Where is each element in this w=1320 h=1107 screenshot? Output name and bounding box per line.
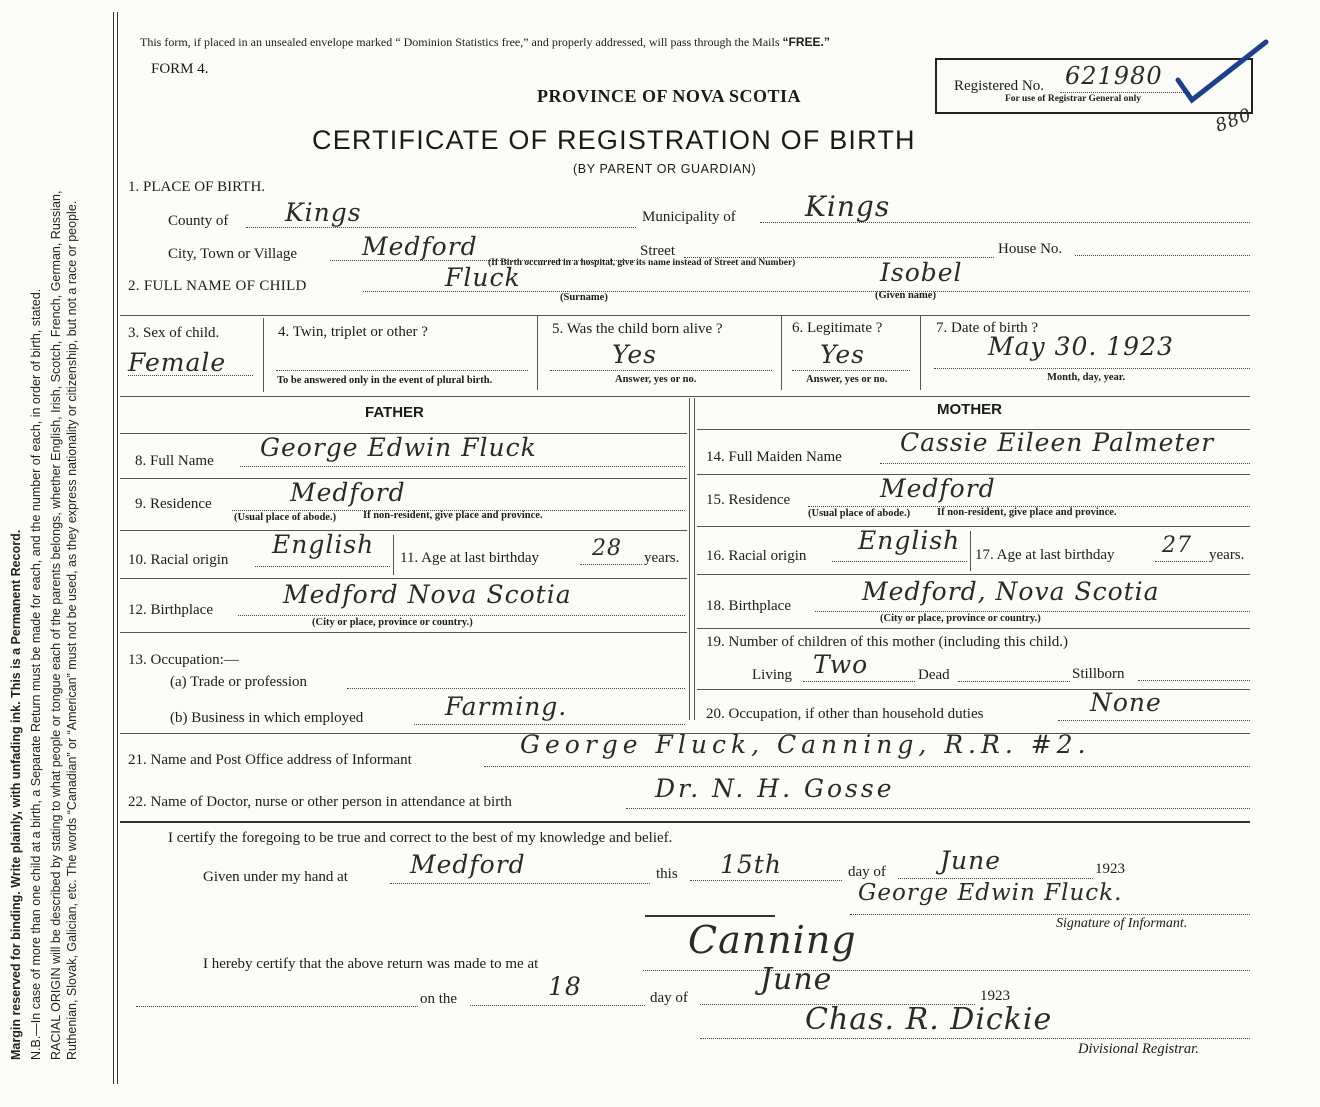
informant-signature: George Edwin Fluck. [858, 880, 1123, 906]
father-age-label: 11. Age at last birthday [400, 550, 539, 566]
mother-residence-caption: (Usual place of abode.) [808, 508, 911, 519]
twin-label: 4. Twin, triplet or other ? [278, 324, 428, 340]
stillborn-label: Stillborn [1072, 666, 1125, 682]
divider-top-row3 [120, 315, 1250, 316]
this-label: this [656, 866, 678, 882]
county-label: County of [168, 213, 229, 229]
mother-birthplace-value: Medford, Nova Scotia [862, 577, 1160, 606]
born-alive-value: Yes [612, 340, 657, 369]
doctor-label: 22. Name of Doctor, nurse or other person in attendance at birth [128, 794, 512, 810]
given-place-value: Medford [410, 850, 526, 879]
date-of-birth-value: May 30. 1923 [988, 332, 1174, 361]
surname-caption: (Surname) [560, 292, 608, 303]
divider-parents [120, 396, 1250, 397]
binding-rule [113, 12, 114, 1084]
date-of-birth-label: 7. Date of birth ? [936, 320, 1039, 336]
house-number-label: House No. [998, 241, 1063, 257]
mother-age-value: 27 [1162, 533, 1192, 558]
father-age-unit: years. [644, 550, 680, 566]
registrar-signature: Chas. R. Dickie [805, 1002, 1053, 1037]
municipality-label: Municipality of [642, 209, 736, 225]
certify-year-value: 1923 [1095, 861, 1125, 877]
given-under-hand-label: Given under my hand at [203, 869, 348, 885]
margin-note-binding: Margin reserved for binding. Write plainly, with unfading ink. This is a Permanent Record. [9, 529, 23, 1060]
informant-label: 21. Name and Post Office address of Informant [128, 752, 412, 768]
province-heading: PROVINCE OF NOVA SCOTIA [537, 86, 802, 106]
mother-occupation-value: None [1090, 688, 1162, 717]
street-label: Street [640, 243, 675, 259]
registered-number-label: Registered No. [954, 78, 1044, 94]
form-number: FORM 4. [151, 61, 209, 77]
given-name-caption: (Given name) [875, 290, 936, 301]
father-occupation-label: 13. Occupation:— [128, 652, 239, 668]
child-name-label: 2. FULL NAME OF CHILD [128, 278, 307, 294]
mother-birthplace-label: 18. Birthplace [706, 598, 791, 614]
father-birthplace-value: Medford Nova Scotia [283, 580, 572, 609]
corner-mark: 880 [1212, 104, 1255, 137]
certificate-subtitle: (BY PARENT OR GUARDIAN) [573, 162, 757, 176]
children-count-label: 19. Number of children of this mother (including this child.) [706, 634, 1069, 650]
father-birthplace-label: 12. Birthplace [128, 602, 213, 618]
date-of-birth-caption: Month, day, year. [1047, 372, 1126, 383]
registrar-year-value: 1923 [980, 988, 1010, 1004]
legitimate-label: 6. Legitimate ? [792, 320, 883, 336]
living-value: Two [813, 650, 869, 679]
born-alive-label: 5. Was the child born alive ? [552, 321, 723, 337]
mother-birthplace-caption: (City or place, province or country.) [880, 613, 1041, 624]
mother-occupation-label: 20. Occupation, if other than household duties [706, 706, 984, 722]
certify-month-value: June [940, 846, 1002, 875]
mother-residence-label: 15. Residence [706, 492, 791, 508]
mother-age-unit: years. [1209, 547, 1245, 563]
margin-note-multiple-births: N.B.—In case of more than one child at a birth, a Separate Return must be made for each, and the number of each, in order of birth, stated. [29, 288, 43, 1060]
mother-name-label: 14. Full Maiden Name [706, 449, 842, 465]
mail-free: “FREE.” [782, 35, 830, 49]
informant-value: George Fluck, Canning, R.R. #2. [520, 730, 1091, 759]
mail-notice: This form, if placed in an unsealed envelope marked “ Dominion Statistics free,” and properly addressed, will pass through the Mails [140, 35, 780, 49]
dead-label: Dead [918, 667, 950, 683]
informant-signature-caption: Signature of Informant. [1056, 916, 1188, 931]
father-birthplace-caption: (City or place, province or country.) [312, 617, 473, 628]
twin-note: To be answered only in the event of plural birth. [277, 375, 493, 386]
registrar-place-value: Canning [688, 918, 857, 962]
binding-rule-inner [117, 12, 118, 1084]
mother-name-value: Cassie Eileen Palmeter [900, 428, 1215, 457]
legitimate-value: Yes [820, 340, 865, 369]
business-value: Farming. [445, 692, 568, 721]
city-label: City, Town or Village [168, 246, 298, 262]
child-given-name-value: Isobel [880, 258, 963, 287]
father-name-label: 8. Full Name [135, 453, 214, 469]
legitimate-caption: Answer, yes or no. [806, 374, 888, 385]
father-residence-note: If non-resident, give place and province. [363, 510, 543, 521]
mother-residence-note: If non-resident, give place and province. [937, 507, 1117, 518]
registrar-caption: Divisional Registrar. [1078, 1041, 1199, 1057]
mother-residence-value: Medford [880, 474, 996, 503]
living-label: Living [752, 667, 792, 683]
city-value: Medford [362, 232, 478, 261]
father-name-value: George Edwin Fluck [260, 433, 537, 462]
margin-note-racial-origin-2: Ruthenian, Slovak, Galician, etc. The words “Canadian” or “American” must not be used, as they express nationality or citizenship, but not a race or people. [65, 200, 79, 1060]
registrar-statement: I hereby certify that the above return was made to me at [203, 956, 539, 972]
mother-racial-origin-label: 16. Racial origin [706, 548, 807, 564]
margin-note-racial-origin-1: RACIAL ORIGIN will be described by stating to what people or tongue each of the parents belongs, whether English, Irish, Scotch, French, German, Russian, [49, 190, 63, 1060]
child-surname-value: Fluck [445, 263, 521, 292]
father-residence-value: Medford [290, 478, 406, 507]
father-residence-caption: (Usual place of abode.) [234, 512, 337, 523]
registered-number-value: 621980 [1065, 62, 1163, 90]
father-heading: FATHER [365, 404, 424, 421]
county-value: Kings [285, 198, 362, 227]
municipality-value: Kings [805, 190, 891, 223]
place-of-birth-heading: 1. PLACE OF BIRTH. [128, 179, 266, 195]
registrar-general-note: For use of Registrar General only [1005, 94, 1142, 104]
mother-heading: MOTHER [937, 401, 1002, 418]
registrar-day-of-label: day of [650, 990, 688, 1006]
hospital-note: (If Birth occurred in a hospital, give its name instead of Street and Number) [488, 258, 796, 268]
registrar-day-value: 18 [548, 972, 582, 1001]
mother-racial-origin-value: English [858, 526, 961, 555]
certificate-title: CERTIFICATE OF REGISTRATION OF BIRTH [312, 125, 916, 155]
father-age-value: 28 [592, 536, 622, 561]
certify-day-of-label: day of [848, 864, 886, 880]
born-alive-caption: Answer, yes or no. [615, 374, 697, 385]
registrar-month-value: June [760, 962, 833, 997]
father-racial-origin-label: 10. Racial origin [128, 552, 229, 568]
sex-value: Female [128, 348, 227, 377]
business-label: (b) Business in which employed [170, 710, 364, 726]
binding-margin-notes [8, 20, 108, 1060]
sex-label: 3. Sex of child. [128, 325, 220, 341]
certify-day-value: 15th [720, 850, 782, 879]
check-mark-icon [1172, 36, 1272, 106]
doctor-value: Dr. N. H. Gosse [655, 774, 895, 803]
trade-label: (a) Trade or profession [170, 674, 308, 690]
father-residence-label: 9. Residence [135, 496, 212, 512]
father-racial-origin-value: English [272, 530, 375, 559]
mother-age-label: 17. Age at last birthday [975, 547, 1115, 563]
registrar-on-the-label: on the [420, 991, 458, 1007]
certify-statement: I certify the foregoing to be true and correct to the best of my knowledge and belief. [168, 830, 673, 846]
parents-column-divider [689, 398, 690, 720]
